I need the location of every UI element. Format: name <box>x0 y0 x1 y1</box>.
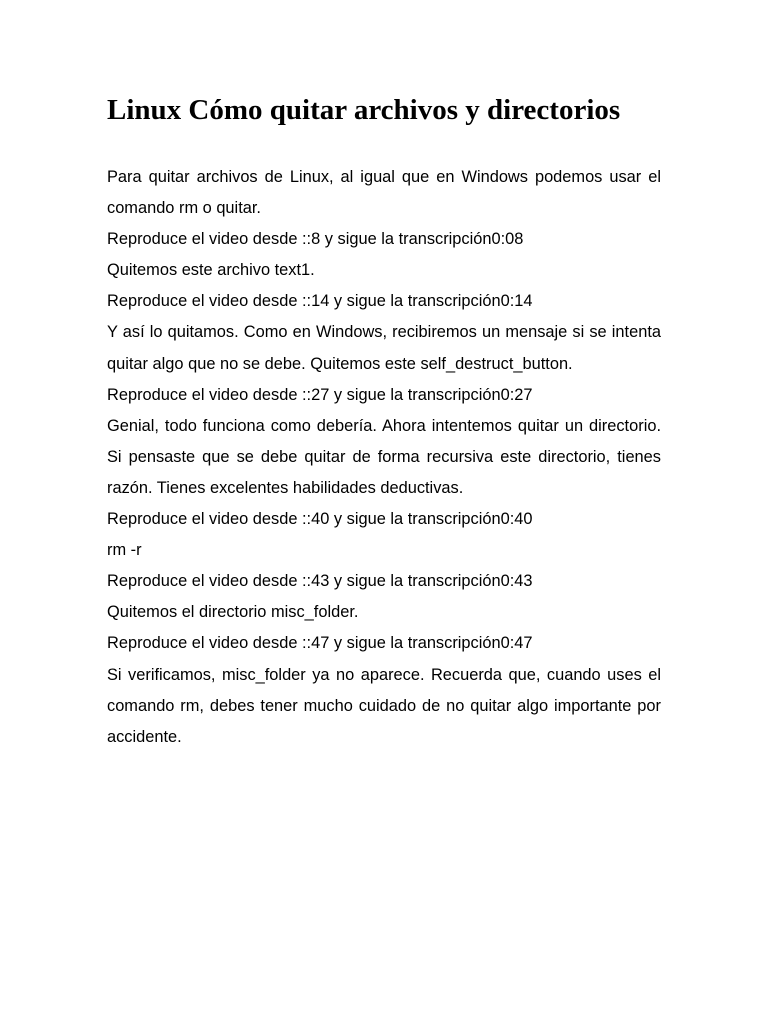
transcript-link: Reproduce el video desde ::47 y sigue la transcripción0:47 <box>107 634 533 653</box>
transcript-link: Reproduce el video desde ::27 y sigue la transcripción0:27 <box>107 385 533 404</box>
paragraph: Quitemos este archivo text1. <box>107 261 315 280</box>
paragraph-intro: Para quitar archivos de Linux, al igual que en Windows podemos usar el comando rm o quitar. <box>107 168 661 218</box>
paragraph: Quitemos el directorio misc_folder. <box>107 603 359 622</box>
transcript-link: Reproduce el video desde ::40 y sigue la transcripción0:40 <box>107 510 533 529</box>
transcript-link: Reproduce el video desde ::43 y sigue la transcripción0:43 <box>107 572 533 591</box>
transcript-link: Reproduce el video desde ::8 y sigue la transcripción0:08 <box>107 230 524 249</box>
document-page <box>107 88 661 753</box>
document-body <box>107 162 661 753</box>
transcript-link: Reproduce el video desde ::14 y sigue la transcripción0:14 <box>107 292 533 311</box>
document-title: Linux Cómo quitar archivos y directorios <box>107 94 621 126</box>
paragraph: Y así lo quitamos. Como en Windows, recibiremos un mensaje si se intenta quitar algo que no se debe. Quitemos este self_destruct_button. <box>107 323 661 373</box>
paragraph-command: rm -r <box>107 541 142 560</box>
paragraph-conclusion: Si verificamos, misc_folder ya no aparece. Recuerda que, cuando uses el comando rm, debes tener mucho cuidado de no quitar algo importante por accidente. <box>107 665 661 746</box>
paragraph: Genial, todo funciona como debería. Ahora intentemos quitar un directorio. Si pensaste que se debe quitar de forma recursiva este directorio, tienes razón. Tienes excelentes habilidades deductivas. <box>107 416 661 497</box>
